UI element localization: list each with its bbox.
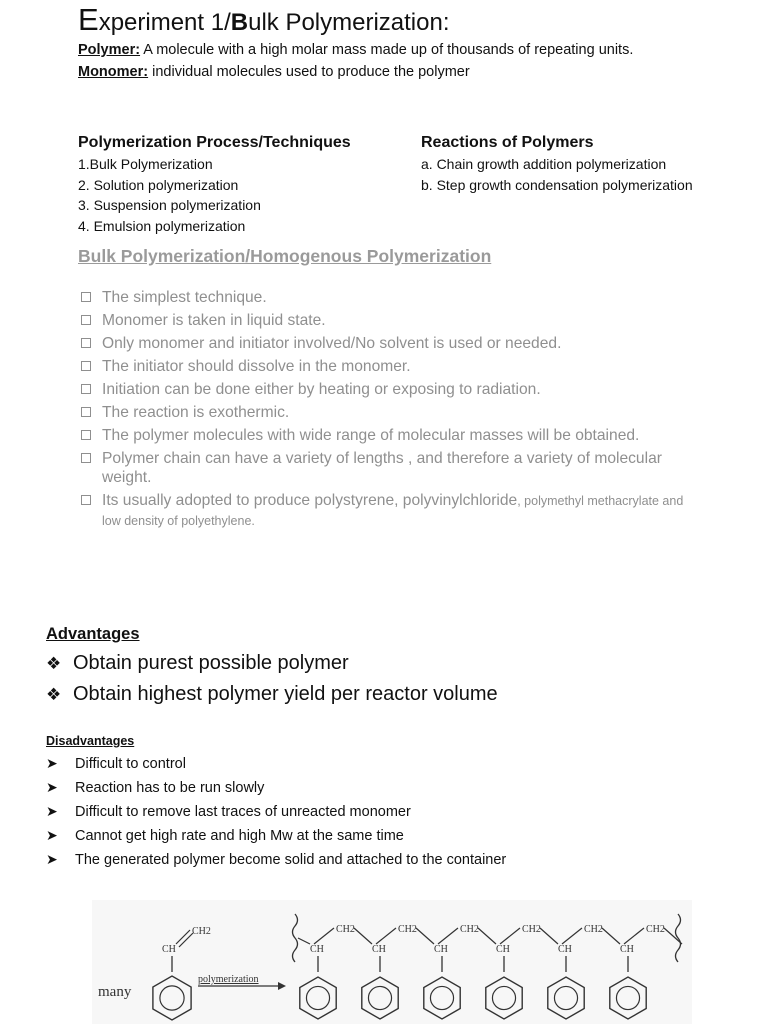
advantage-text: Obtain purest possible polymer	[73, 652, 349, 674]
monomer-text: individual molecules used to produce the polymer	[148, 64, 470, 80]
diamond-bullet-icon: ❖	[46, 654, 62, 673]
page-title	[78, 0, 450, 43]
disadvantage-text: Reaction has to be run slowly	[75, 780, 265, 796]
advantage-item	[46, 650, 349, 677]
diamond-bullet-icon: ❖	[46, 685, 62, 704]
techniques-heading: Polymerization Process/Techniques	[78, 134, 351, 151]
title-initial: E	[78, 2, 99, 37]
point-text: The reaction is exothermic.	[102, 404, 290, 421]
ch2-group-label: CH2	[336, 924, 355, 935]
advantages-heading: Advantages	[46, 625, 140, 643]
disadvantage-item	[46, 849, 506, 870]
ch2-group-label: CH2	[584, 924, 603, 935]
checkbox-bullet-icon	[81, 361, 91, 371]
reaction-item: b. Step growth condensation polymerization	[421, 176, 693, 193]
point-text: The simplest technique.	[102, 289, 267, 306]
disadvantage-item	[46, 777, 264, 798]
point-text-small: , polymethyl methacrylate and low density of polyethylene.	[102, 494, 684, 528]
advantage-text: Obtain highest polymer yield per reactor volume	[73, 683, 498, 705]
disadvantage-text: Difficult to remove last traces of unreacted monomer	[75, 804, 411, 820]
list-item	[80, 311, 760, 330]
ch2-group-label: CH2	[522, 924, 541, 935]
checkbox-bullet-icon	[81, 315, 91, 325]
point-text: Only monomer and initiator involved/No solvent is used or needed.	[102, 335, 562, 352]
many-label: many	[98, 984, 132, 1000]
polymerization-arrow-label: polymerization	[198, 974, 259, 985]
list-item	[80, 334, 760, 353]
monomer-term: Monomer:	[78, 64, 149, 80]
polymerization-diagram	[92, 900, 692, 1024]
checkbox-bullet-icon	[81, 495, 91, 505]
checkbox-bullet-icon	[81, 384, 91, 394]
technique-item: 4. Emulsion polymerization	[78, 217, 246, 234]
ch-group-label: CH	[310, 944, 324, 955]
ch-group-label: CH	[372, 944, 386, 955]
point-text: The initiator should dissolve in the monomer.	[102, 358, 411, 375]
point-text: The polymer molecules with wide range of molecular masses will be obtained.	[102, 427, 640, 444]
advantage-item	[46, 681, 498, 708]
arrow-bullet-icon: ➤	[46, 803, 58, 819]
list-item	[80, 403, 760, 422]
monomer-definition	[78, 62, 470, 82]
checkbox-bullet-icon	[81, 430, 91, 440]
list-item	[80, 288, 760, 307]
point-text: Monomer is taken in liquid state.	[102, 312, 326, 329]
disadvantage-item	[46, 801, 411, 822]
technique-item: 2. Solution polymerization	[78, 176, 239, 193]
point-text: Its usually adopted to produce polystyrene, polyvinylchloride	[102, 492, 518, 509]
point-text: Initiation can be done either by heating or exposing to radiation.	[102, 381, 541, 398]
disadvantage-text: Cannot get high rate and high Mw at the same time	[75, 828, 404, 844]
ch2-group-label: CH2	[398, 924, 417, 935]
technique-item: 3. Suspension polymerization	[78, 197, 261, 213]
list-item	[80, 426, 760, 445]
disadvantage-text: Difficult to control	[75, 756, 186, 772]
arrow-bullet-icon: ➤	[46, 779, 58, 795]
reactions-heading: Reactions of Polymers	[421, 134, 594, 151]
point-text: Polymer chain can have a variety of lengths , and therefore a variety of molecular weight.	[102, 450, 662, 486]
disadvantage-item	[46, 825, 404, 846]
arrow-bullet-icon: ➤	[46, 755, 58, 771]
checkbox-bullet-icon	[81, 292, 91, 302]
ch2-group-label: CH2	[192, 926, 211, 937]
ch-group-label: CH	[558, 944, 572, 955]
title-initial-bold: B	[230, 9, 249, 36]
techniques-column	[78, 132, 351, 236]
reactions-column	[421, 132, 693, 195]
polymer-term: Polymer:	[78, 42, 141, 58]
checkbox-bullet-icon	[81, 407, 91, 417]
reaction-item: a. Chain growth addition polymerization	[421, 156, 667, 172]
title-part-2: ulk Polymerization:	[248, 9, 450, 36]
arrow-bullet-icon: ➤	[46, 827, 58, 843]
disadvantages-heading: Disadvantages	[46, 734, 135, 748]
bulk-points-list	[80, 288, 760, 535]
technique-item: 1.Bulk Polymerization	[78, 156, 213, 172]
polymer-text: A molecule with a high molar mass made up of thousands of repeating units.	[140, 42, 634, 58]
ch2-group-label: CH2	[460, 924, 479, 935]
ch-group-label: CH	[162, 944, 176, 955]
list-item	[80, 491, 692, 531]
ch-group-label: CH	[434, 944, 448, 955]
disadvantage-item	[46, 753, 186, 774]
list-item	[80, 357, 760, 376]
checkbox-bullet-icon	[81, 453, 91, 463]
polymer-definition	[78, 40, 633, 60]
ch2-group-label: CH2	[646, 924, 665, 935]
checkbox-bullet-icon	[81, 338, 91, 348]
arrow-bullet-icon: ➤	[46, 851, 58, 867]
bulk-section-heading: Bulk Polymerization/Homogenous Polymerization	[78, 246, 492, 266]
list-item	[80, 449, 702, 487]
disadvantage-text: The generated polymer become solid and attached to the container	[75, 852, 507, 868]
title-part-1: xperiment 1/	[98, 9, 231, 36]
ch-group-label: CH	[620, 944, 634, 955]
ch-group-label: CH	[496, 944, 510, 955]
list-item	[80, 380, 760, 399]
